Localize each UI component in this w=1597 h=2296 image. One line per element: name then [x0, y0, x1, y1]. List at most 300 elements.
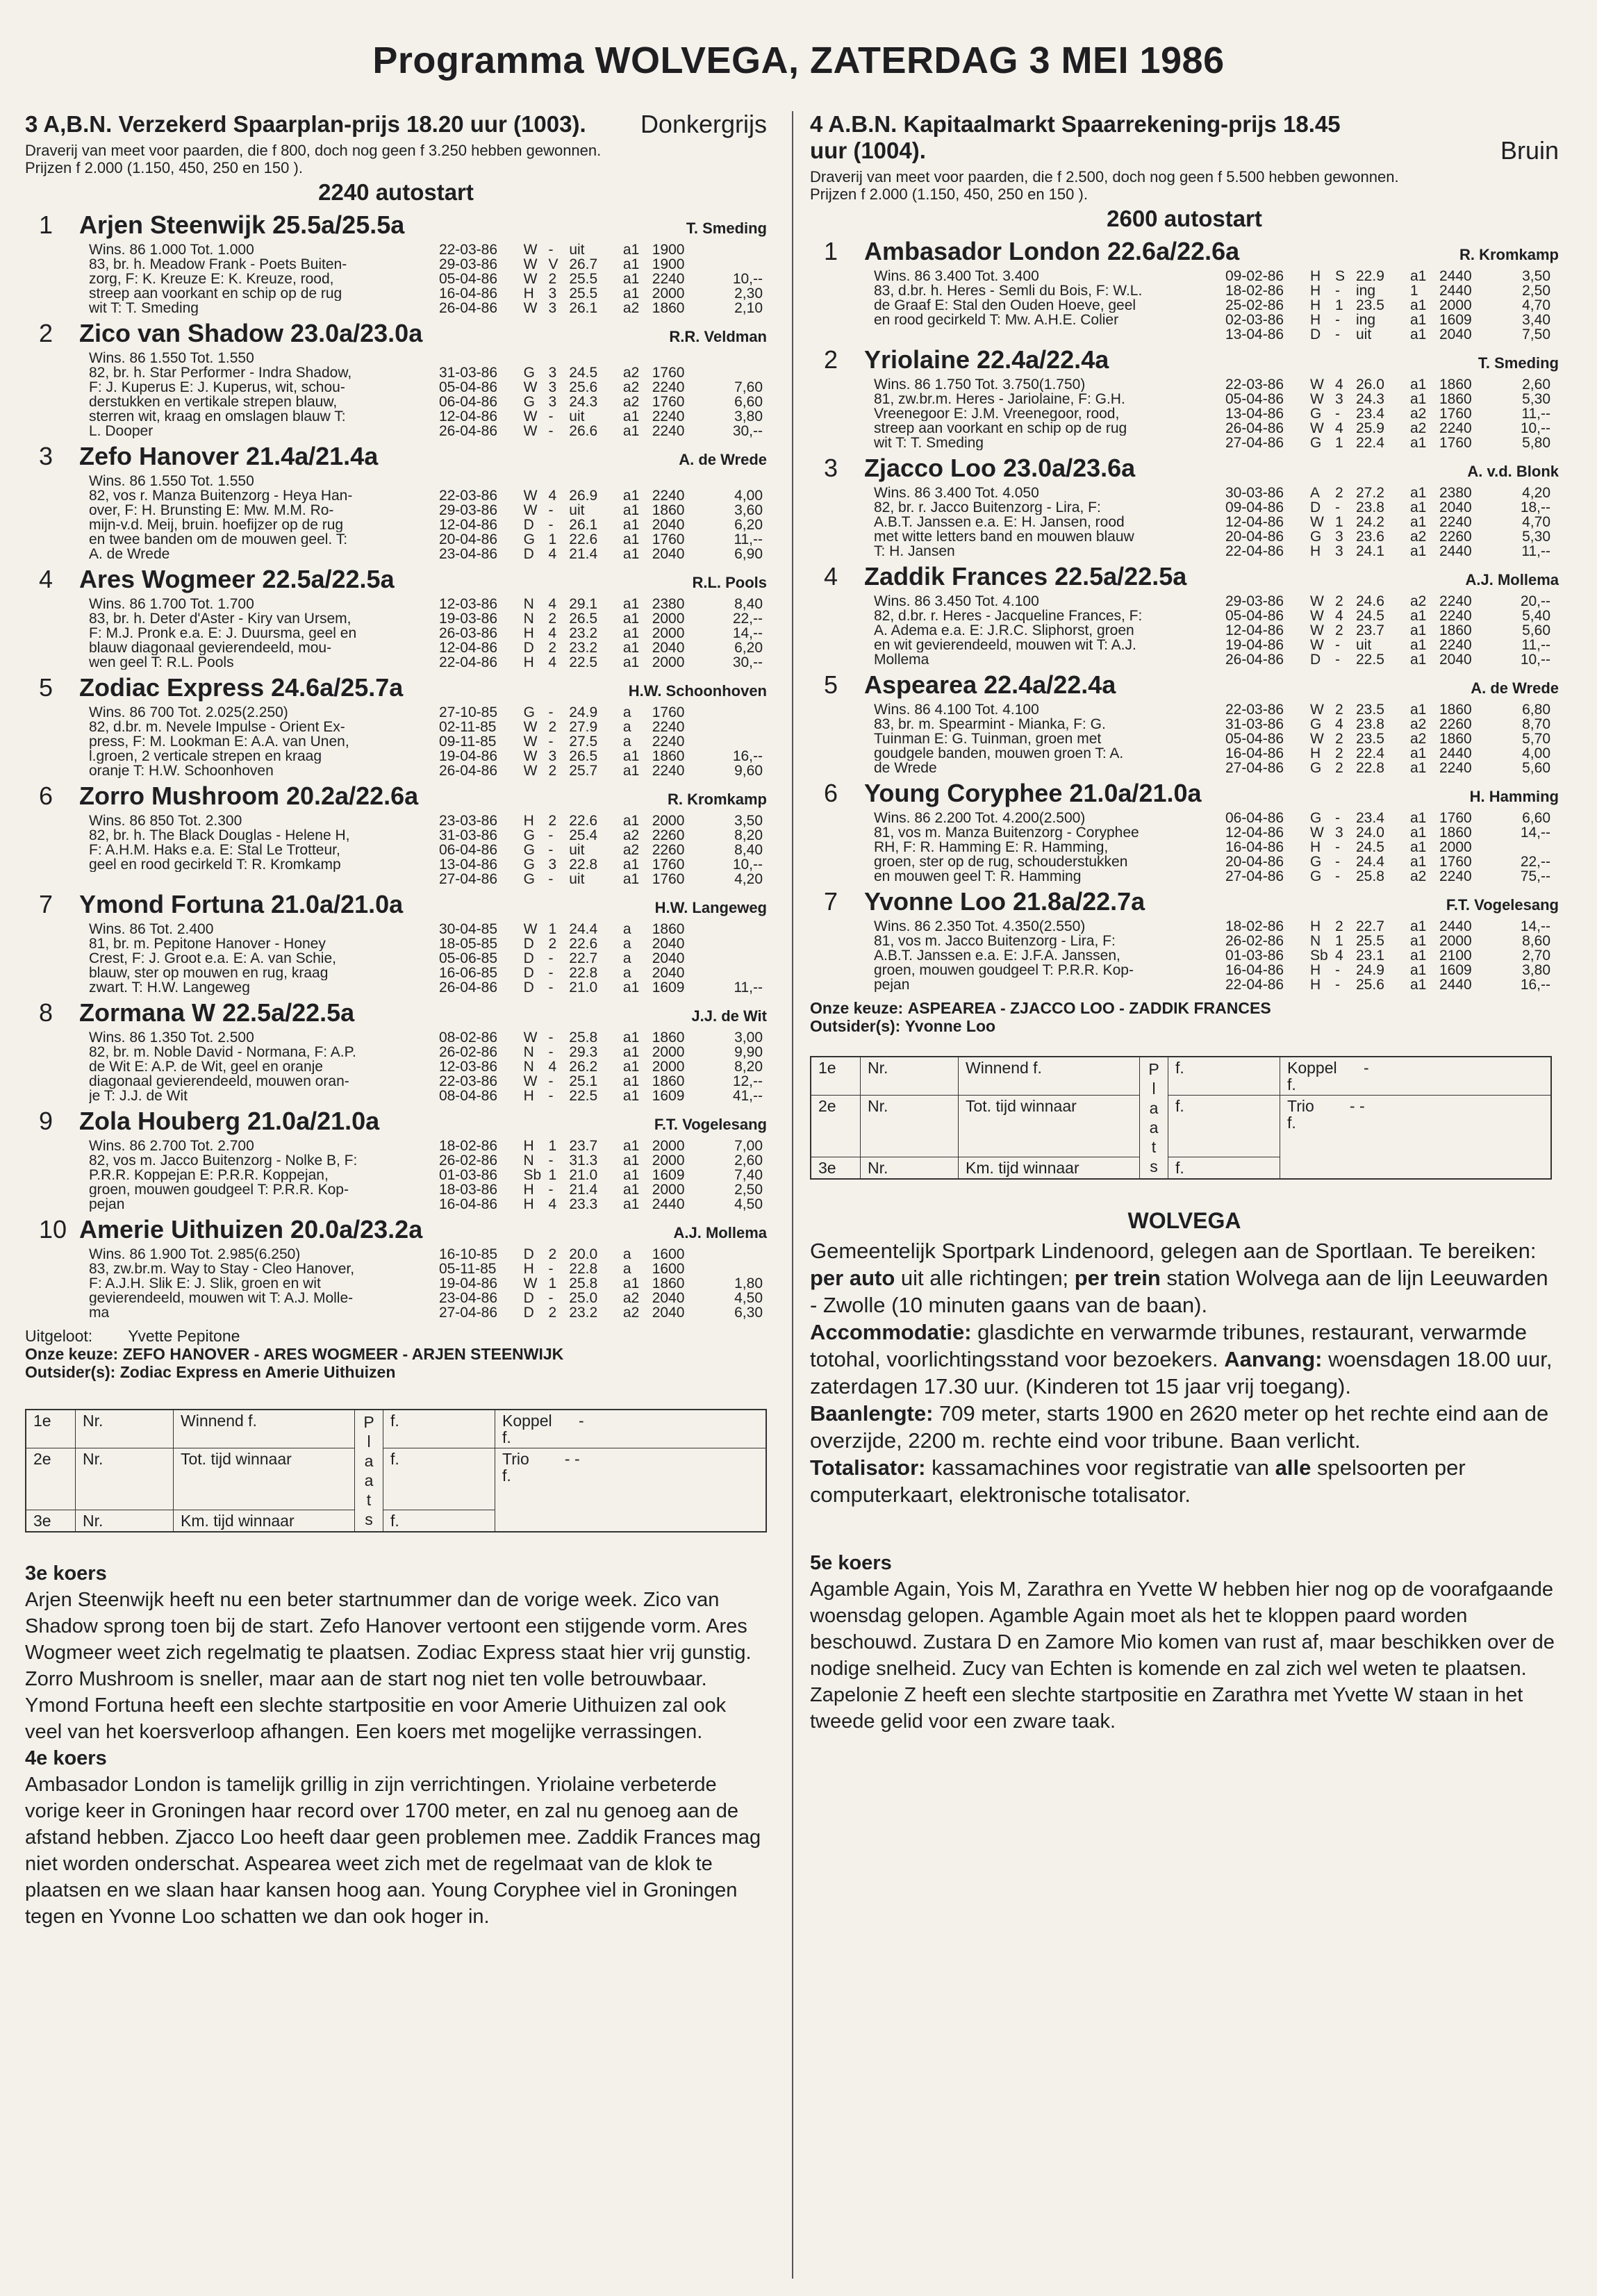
form-row — [1225, 421, 1555, 436]
form-cell: 26-02-86 — [438, 1044, 498, 1060]
horse-body — [89, 474, 767, 561]
description-line: 82, d.br. r. Heres - Jacqueline Frances, F: — [874, 609, 1143, 623]
description-line: zorg, F: K. Kreuze E: K. Kreuze, rood, — [89, 272, 334, 286]
form-cell: 12-04-86 — [1225, 825, 1284, 841]
form-cell: D — [523, 950, 534, 966]
form-cell: - — [1335, 637, 1340, 653]
form-cell: 26-04-86 — [438, 423, 498, 439]
form-cell: 2240 — [652, 488, 685, 504]
description-line: A.B.T. Janssen e.a. E: J.F.A. Janssen, — [874, 948, 1120, 963]
form-cell: 6,60 — [734, 394, 763, 410]
horse-driver: F.T. Vogelesang — [1446, 896, 1559, 914]
result-label: Km. tijd winnaar — [174, 1510, 355, 1533]
form-cell: 24.3 — [569, 394, 598, 410]
form-cell: 1860 — [652, 748, 685, 764]
description-line: 82, br. m. Noble David - Normana, F: A.P. — [89, 1045, 356, 1059]
horse-number: 1 — [824, 237, 838, 265]
form-cell: a2 — [622, 394, 640, 410]
form-cell: 4 — [548, 625, 557, 641]
description-line: 83, zw.br.m. Way to Stay - Cleo Hanover, — [89, 1262, 355, 1276]
form-cell: 1760 — [652, 531, 685, 547]
form-cell: 6,80 — [1522, 702, 1550, 718]
form-cell: 23.2 — [569, 625, 598, 641]
horse-driver: H.W. Schoonhoven — [628, 682, 767, 700]
form-row — [439, 257, 767, 272]
form-cell: 27-04-86 — [438, 1305, 498, 1321]
form-cell: 31.3 — [569, 1153, 598, 1168]
form-table — [439, 597, 767, 670]
form-cell: 4 — [1335, 377, 1343, 393]
form-cell: 05-06-85 — [438, 950, 498, 966]
form-row — [1225, 919, 1555, 934]
form-cell: a1 — [1410, 760, 1427, 776]
result-label: Winnend f. — [174, 1410, 355, 1448]
description-line: 81, br. m. Pepitone Hanover - Honey — [89, 936, 326, 951]
description-line: 81, vos m. Manza Buitenzorg - Coryphee — [874, 825, 1139, 840]
result-f: f. — [383, 1448, 495, 1510]
form-cell: 20-04-86 — [438, 531, 498, 547]
description-line: 82, d.br. m. Nevele Impulse - Orient Ex- — [89, 720, 345, 734]
result-nr: Nr. — [861, 1057, 959, 1096]
form-cell: 1860 — [652, 502, 685, 518]
form-row — [439, 749, 767, 763]
form-cell: 1860 — [1439, 622, 1472, 638]
form-cell: a1 — [622, 408, 640, 424]
form-row — [439, 1291, 767, 1305]
form-cell: 3,80 — [1522, 962, 1550, 978]
form-row — [1225, 732, 1555, 746]
form-cell: D — [523, 517, 534, 533]
description-line: Wins. 86 1.550 Tot. 1.550 — [89, 474, 254, 488]
horse-number: 7 — [824, 887, 838, 916]
horse-driver: R.R. Veldman — [669, 328, 767, 345]
form-cell: 5,30 — [1522, 391, 1550, 407]
horse-number: 6 — [824, 779, 838, 807]
form-row — [439, 286, 767, 301]
race-prizes: Prijzen f 2.000 (1.150, 450, 250 en 150 ). — [810, 185, 1088, 203]
keuze-label: Onze keuze: — [25, 1345, 119, 1363]
form-cell: 26.9 — [569, 488, 598, 504]
form-cell: G — [1310, 868, 1322, 884]
form-row — [1225, 934, 1555, 948]
form-row — [1225, 977, 1555, 992]
form-cell: 2 — [1335, 918, 1343, 934]
form-cell: 30,-- — [732, 423, 763, 439]
form-cell: 22.7 — [569, 950, 598, 966]
form-row — [1225, 269, 1555, 283]
horse-header — [25, 443, 767, 474]
form-cell: 22-03-86 — [438, 242, 498, 258]
form-cell: 05-11-85 — [438, 1261, 497, 1277]
description-line: Wins. 86 1.700 Tot. 1.700 — [89, 597, 254, 611]
wolvega-info — [810, 1207, 1559, 1508]
form-row — [1225, 436, 1555, 450]
form-cell: a1 — [1410, 327, 1427, 342]
form-cell: 8,20 — [734, 827, 763, 843]
form-cell: 27-10-85 — [438, 704, 498, 720]
form-cell: 24.1 — [1356, 543, 1384, 559]
form-cell: 3,50 — [1522, 268, 1550, 284]
form-cell: 1 — [1410, 283, 1418, 299]
form-row — [439, 655, 767, 670]
form-cell: H — [1310, 839, 1321, 855]
horse-driver: T. Smeding — [1478, 354, 1559, 372]
form-cell: a1 — [1410, 933, 1427, 949]
horse-driver: A. de Wrede — [679, 451, 767, 468]
form-cell: D — [523, 965, 534, 981]
form-cell: W — [523, 423, 538, 439]
commentary-5e-koers — [810, 1550, 1559, 1735]
form-row — [439, 734, 767, 749]
form-cell: 26.1 — [569, 517, 598, 533]
form-cell — [548, 351, 569, 365]
description-line: streep aan voorkant en schip op de rug — [874, 421, 1127, 436]
description-line: F: J. Kuperus E: J. Kuperus, wit, schou- — [89, 380, 345, 395]
race-conditions: Draverij van meet voor paarden, die f 2.500, doch nog geen f 5.500 hebben gewonnen. — [810, 168, 1399, 185]
form-cell: 3 — [548, 286, 557, 302]
form-cell: H — [1310, 312, 1321, 328]
uitgeloot-value: Yvette Pepitone — [128, 1327, 240, 1345]
form-cell: 6,30 — [734, 1305, 763, 1321]
form-row — [439, 1262, 767, 1276]
description-line: je T: J.J. de Wit — [89, 1089, 188, 1103]
form-cell: 3,80 — [734, 408, 763, 424]
form-cell: 1 — [548, 1138, 557, 1154]
form-cell: 25.6 — [569, 379, 598, 395]
form-cell: 22.6 — [569, 936, 598, 952]
form-cell: 25.7 — [569, 763, 598, 779]
result-pos: 2e — [26, 1448, 76, 1510]
form-cell: 2240 — [652, 734, 685, 750]
form-cell: 2240 — [652, 408, 685, 424]
horse-name: Zola Houberg 21.0a/21.0a — [79, 1107, 380, 1135]
horse-entry — [25, 565, 767, 670]
form-cell: ing — [1356, 312, 1376, 328]
form-row — [1225, 717, 1555, 732]
form-cell: 6,20 — [734, 640, 763, 656]
description-line: Crest, F: J. Groot e.a. E: A. van Schie, — [89, 951, 336, 966]
form-cell: 2000 — [652, 286, 685, 302]
form-cell: 26.1 — [569, 300, 598, 316]
horse-body — [89, 1139, 767, 1212]
form-cell: 2040 — [1439, 652, 1472, 668]
horse-description — [874, 269, 1225, 342]
horse-header — [25, 1107, 767, 1139]
form-cell: a1 — [1410, 485, 1427, 501]
form-cell: W — [523, 256, 538, 272]
form-cell: 3 — [1335, 529, 1343, 545]
form-cell: H — [523, 625, 534, 641]
wolvega-title: WOLVEGA — [1127, 1208, 1241, 1233]
form-row — [439, 843, 767, 857]
form-cell: 4,50 — [734, 1196, 763, 1212]
form-cell: 05-04-86 — [438, 379, 498, 395]
form-table — [1225, 811, 1555, 884]
form-row — [439, 1139, 767, 1153]
form-cell: 14,-- — [1520, 825, 1550, 841]
form-cell: 2000 — [652, 625, 685, 641]
form-cell: 9,90 — [734, 1044, 763, 1060]
description-line: geel en rood gecirkeld T: R. Kromkamp — [89, 857, 341, 872]
horse-header — [25, 891, 767, 922]
form-cell: 22-03-86 — [1225, 702, 1284, 718]
form-cell: D — [1310, 499, 1321, 515]
form-row — [1225, 392, 1555, 406]
outsider-line — [810, 1017, 1559, 1035]
form-cell: 1609 — [652, 1088, 685, 1104]
description-line: Wins. 86 4.100 Tot. 4.100 — [874, 702, 1039, 717]
form-cell: 2000 — [652, 813, 685, 829]
form-cell — [1502, 840, 1555, 854]
description-line: Wins. 86 3.450 Tot. 4.100 — [874, 594, 1039, 609]
form-cell: 2040 — [652, 517, 685, 533]
form-cell: W — [523, 242, 538, 258]
form-cell: G — [1310, 810, 1322, 826]
form-cell: 02-11-85 — [438, 719, 497, 735]
form-cell: 1 — [548, 531, 557, 547]
description-line: mijn-v.d. Meij, bruin. hoefijzer op de rug — [89, 518, 344, 532]
form-cell: 22,-- — [732, 611, 763, 627]
form-cell: 2 — [548, 719, 557, 735]
form-cell: a2 — [622, 1290, 640, 1306]
form-cell: 09-02-86 — [1225, 268, 1284, 284]
keuze-line — [25, 1345, 767, 1363]
form-cell: 22.5 — [569, 654, 598, 670]
form-cell: 1900 — [652, 242, 685, 258]
form-cell: 2040 — [652, 640, 685, 656]
form-cell: a1 — [622, 271, 640, 287]
form-cell: 14,-- — [732, 625, 763, 641]
horse-name: Zaddik Frances 22.5a/22.5a — [864, 562, 1187, 590]
form-cell — [439, 474, 524, 488]
keuze-line — [810, 999, 1559, 1017]
form-cell: 29-03-86 — [1225, 593, 1284, 609]
form-cell: W — [1310, 608, 1324, 624]
form-cell: W — [523, 379, 538, 395]
form-cell: 22.7 — [1356, 918, 1384, 934]
horse-name: Aspearea 22.4a/22.4a — [864, 670, 1116, 699]
description-line: groen, mouwen goudgeel T: P.R.R. Kop- — [874, 963, 1134, 977]
description-line: gevierendeeld, mouwen wit T: A.J. Molle- — [89, 1291, 354, 1305]
horse-driver: J.J. de Wit — [691, 1007, 767, 1025]
form-cell: 22.8 — [1356, 760, 1384, 776]
form-row — [439, 922, 767, 936]
form-row — [1225, 486, 1555, 500]
form-row — [439, 1182, 767, 1197]
form-cell: 3 — [1335, 825, 1343, 841]
form-cell: a — [622, 1261, 631, 1277]
form-cell: a1 — [622, 502, 640, 518]
form-cell: 2,30 — [734, 286, 763, 302]
form-cell: 1760 — [652, 365, 685, 381]
horse-number: 2 — [39, 319, 53, 347]
form-cell: 2000 — [652, 611, 685, 627]
form-cell: 2040 — [652, 546, 685, 562]
description-line: de Wrede — [874, 761, 937, 775]
wolvega-baanlengte: Baanlengte: 709 meter, starts 1900 en 2620 meter op het rechte eind aan de overzijde, 2200 m. rechte eind voor tribune. Baan verlicht. — [810, 1401, 1549, 1453]
form-cell: 2440 — [652, 1196, 685, 1212]
form-row — [1225, 298, 1555, 313]
form-cell: 02-03-86 — [1225, 312, 1284, 328]
form-cell: 26-03-86 — [438, 625, 498, 641]
form-cell: 12-04-86 — [438, 408, 498, 424]
outsider-value: Yvonne Loo — [904, 1017, 996, 1035]
horse-driver: A. de Wrede — [1471, 679, 1559, 697]
left-column — [25, 111, 767, 1930]
horse-description — [89, 1139, 439, 1212]
description-line: Wins. 86 1.350 Tot. 2.500 — [89, 1030, 254, 1045]
wolvega-accommodatie: Accommodatie: glasdichte en verwarmde tribunes, restaurant, verwarmde totohal, voorlichtingsstand voor bezoekers. Aanvang: woensdagen 18.00 uur, zaterdagen 17.30 uur. (Kinderen tot 15 jaar vrij toegang). — [810, 1320, 1553, 1398]
form-cell: 23.5 — [1356, 731, 1384, 747]
form-cell: 25.9 — [1356, 420, 1384, 436]
form-cell: G — [523, 842, 535, 858]
form-cell: 8,70 — [1522, 716, 1550, 732]
form-cell: a1 — [1410, 745, 1427, 761]
form-cell: 18-02-86 — [438, 1138, 498, 1154]
form-cell: 27.2 — [1356, 485, 1384, 501]
form-cell: - — [1335, 327, 1340, 342]
form-cell: a2 — [622, 379, 640, 395]
description-line: Wins. 86 850 Tot. 2.300 — [89, 813, 242, 828]
form-cell: uit — [1356, 637, 1372, 653]
form-table — [439, 1139, 767, 1212]
result-koppel: Koppel - f. — [1280, 1057, 1552, 1096]
result-nr: Nr. — [76, 1448, 174, 1510]
form-cell: a — [622, 719, 631, 735]
description-line: P.R.R. Koppejan E: P.R.R. Koppejan, — [89, 1168, 329, 1182]
form-cell: 2440 — [1439, 977, 1472, 993]
form-cell: 16-04-86 — [438, 286, 498, 302]
form-cell: D — [523, 1246, 534, 1262]
form-table — [439, 705, 767, 778]
form-cell: 1760 — [1439, 406, 1472, 422]
form-row — [1225, 313, 1555, 327]
form-cell: W — [523, 1073, 538, 1089]
form-cell: - — [548, 242, 554, 258]
form-row — [1225, 406, 1555, 421]
form-row — [439, 936, 767, 951]
form-cell: 24.5 — [569, 365, 598, 381]
form-cell: a — [622, 1246, 631, 1262]
form-cell: G — [1310, 760, 1322, 776]
description-line: Wins. 86 2.200 Tot. 4.200(2.500) — [874, 811, 1086, 825]
form-cell: 12-04-86 — [1225, 622, 1284, 638]
form-cell: 9,60 — [734, 763, 763, 779]
form-cell: 2260 — [1439, 716, 1472, 732]
form-row — [439, 1168, 767, 1182]
form-cell: a1 — [622, 488, 640, 504]
form-cell: a2 — [1410, 716, 1427, 732]
commentary-text: Arjen Steenwijk heeft nu een beter startnummer dan de vorige week. Zico van Shadow sprong toen bij de start. Zefo Hanover vertoont een stijgende vorm. Ares Wogmeer weet zich regelmatig te plaatsen. Zodiac Express staat hier vrij gunstig. Zorro Mushroom is sneller, maar aan de start nog niet ten volle betrouwbaar. Ymond Fortuna heeft een slechte startpositie en voor Amerie Uithuizen zal ook veel van het koersverloop afhangen. Een koers met mogelijke verrassingen. — [25, 1589, 752, 1743]
form-cell: 25.5 — [1356, 933, 1384, 949]
description-line: 82, vos m. Jacco Buitenzorg - Nolke B, F: — [89, 1153, 358, 1168]
form-cell: 18-05-85 — [438, 936, 498, 952]
form-cell: 26.5 — [569, 611, 598, 627]
form-cell: 2240 — [652, 423, 685, 439]
form-table — [439, 1247, 767, 1320]
form-cell: uit — [569, 408, 585, 424]
form-cell: 23.6 — [1356, 529, 1384, 545]
description-line: l.groen, 2 verticale strepen en kraag — [89, 749, 322, 763]
form-cell: 24.5 — [1356, 839, 1384, 855]
form-cell: 18-03-86 — [438, 1182, 498, 1198]
form-cell: 2040 — [652, 965, 685, 981]
form-cell — [524, 474, 549, 488]
form-cell: 2000 — [1439, 839, 1472, 855]
description-line: goudgele banden, mouwen groen T: A. — [874, 746, 1124, 761]
form-cell: 22.5 — [569, 1088, 598, 1104]
form-cell: a1 — [622, 625, 640, 641]
form-cell: 2240 — [652, 719, 685, 735]
form-cell: 22-04-86 — [1225, 543, 1284, 559]
keuze-value: ASPEAREA - ZJACCO LOO - ZADDIK FRANCES — [907, 999, 1271, 1017]
form-cell: 2000 — [652, 1044, 685, 1060]
horse-entry — [25, 1216, 767, 1320]
form-cell: 3 — [548, 748, 557, 764]
form-cell: 8,40 — [734, 842, 763, 858]
form-cell: 20.0 — [569, 1246, 598, 1262]
form-cell: - — [548, 1290, 554, 1306]
horse-body — [874, 811, 1559, 884]
race-color: Donkergrijs — [640, 110, 767, 138]
form-cell: 2040 — [1439, 499, 1472, 515]
form-cell: 2,60 — [1522, 377, 1550, 393]
form-cell: 10,-- — [1520, 652, 1550, 668]
horse-description — [874, 919, 1225, 992]
form-cell: 1609 — [652, 1167, 685, 1183]
form-cell: a1 — [1410, 637, 1427, 653]
horse-number: 8 — [39, 998, 53, 1027]
form-cell: Sb — [523, 1167, 542, 1183]
form-row — [439, 547, 767, 561]
form-cell: 5,60 — [1522, 760, 1550, 776]
form-row — [439, 380, 767, 395]
form-cell: W — [1310, 420, 1324, 436]
form-row — [439, 1153, 767, 1168]
form-cell: 05-04-86 — [1225, 391, 1284, 407]
horse-header — [810, 346, 1559, 377]
form-cell: 1860 — [652, 1275, 685, 1291]
horse-body — [874, 919, 1559, 992]
form-cell: 1760 — [652, 704, 685, 720]
horse-header — [25, 1216, 767, 1247]
form-row — [439, 1045, 767, 1059]
form-cell: 1900 — [652, 256, 685, 272]
form-cell: 30,-- — [732, 654, 763, 670]
form-cell: D — [523, 640, 534, 656]
result-label: Tot. tijd winnaar — [174, 1448, 355, 1510]
form-cell: 1609 — [652, 980, 685, 996]
form-cell: 24.4 — [1356, 854, 1384, 870]
form-cell: 2240 — [1439, 868, 1472, 884]
horse-name: Zorro Mushroom 20.2a/22.6a — [79, 782, 419, 810]
form-cell: G — [523, 857, 535, 873]
description-line: diagonaal gevierendeeld, mouwen oran- — [89, 1074, 349, 1089]
form-cell: H — [1310, 918, 1321, 934]
description-line: over, F: H. Brunsting E: Mw. M.M. Ro- — [89, 503, 334, 518]
form-cell: 5,70 — [1522, 731, 1550, 747]
description-line: ma — [89, 1305, 110, 1320]
form-cell: G — [523, 394, 535, 410]
form-cell: 3 — [1335, 391, 1343, 407]
form-row — [1225, 746, 1555, 761]
form-cell: W — [1310, 731, 1324, 747]
form-cell: a2 — [1410, 420, 1427, 436]
form-row — [1225, 948, 1555, 963]
form-cell: 1760 — [652, 394, 685, 410]
race-4 — [810, 111, 1559, 1180]
description-line: zwart. T: H.W. Langeweg — [89, 980, 250, 995]
